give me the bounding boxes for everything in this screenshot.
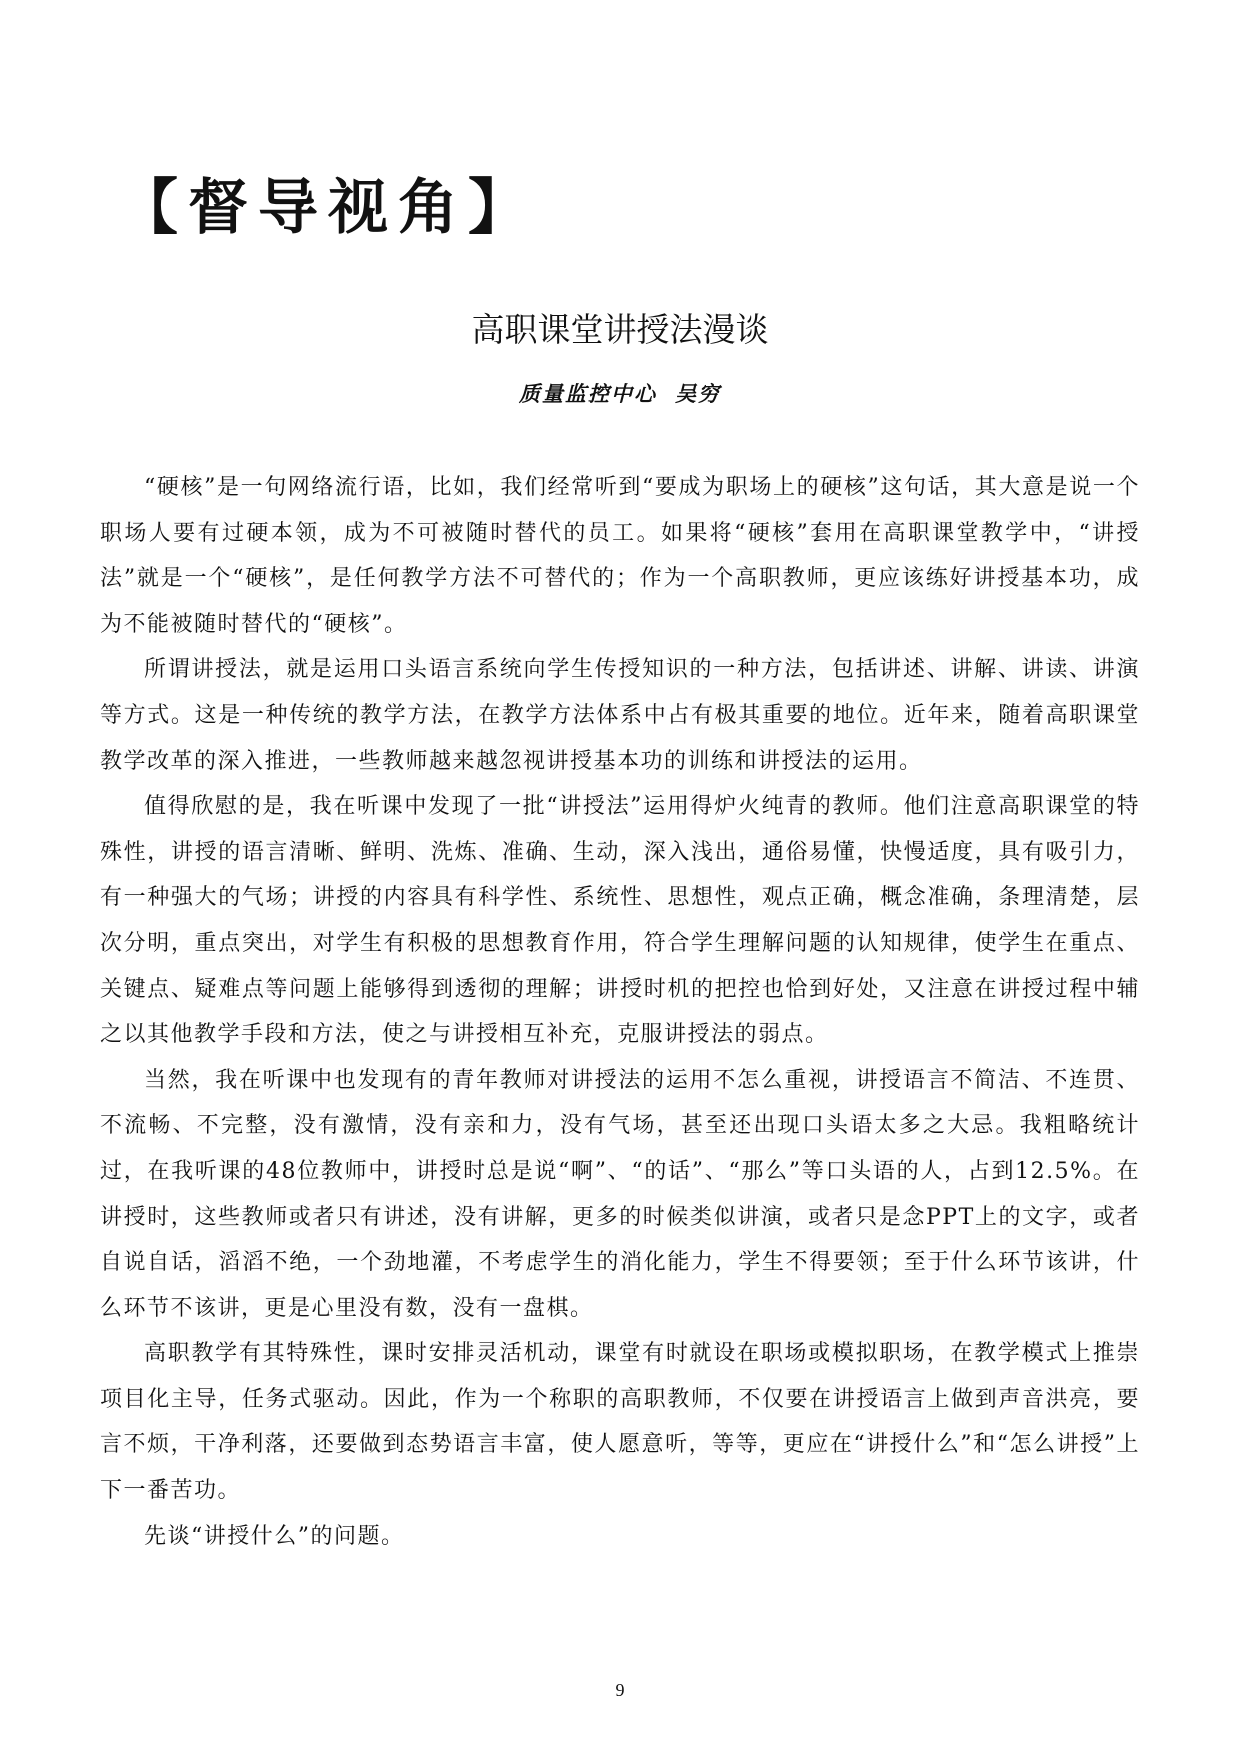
column-heading: 【督导视角】 [118, 173, 538, 243]
article-body [100, 465, 1140, 1559]
body-paragraph: 当然，我在听课中也发现有的青年教师对讲授法的运用不怎么重视，讲授语言不简洁、不连贯、不流畅、不完整，没有激情，没有亲和力，没有气场，甚至还出现口头语太多之大忌。我粗略统计过，在我听课的48位教师中，讲授时总是说“啊”、“的话”、“那么”等口头语的人，占到12.5%。在讲授时，这些教师或者只有讲述，没有讲解，更多的时候类似讲演，或者只是念PPT上的文字，或者自说自话，滔滔不绝，一个劲地灌，不考虑学生的消化能力，学生不得要领；至于什么环节该讲，什么环节不该讲，更是心里没有数，没有一盘棋。 [100, 1067, 1140, 1321]
page-number: 9 [615, 1680, 625, 1700]
body-paragraph: 值得欣慰的是，我在听课中发现了一批“讲授法”运用得炉火纯青的教师。他们注意高职课堂的特殊性，讲授的语言清晰、鲜明、洗炼、准确、生动，深入浅出，通俗易懂，快慢适度，具有吸引力，有一种强大的气场；讲授的内容具有科学性、系统性、思想性，观点正确，概念准确，条理清楚，层次分明，重点突出，对学生有积极的思想教育作用，符合学生理解问题的认知规律，使学生在重点、关键点、疑难点等问题上能够得到透彻的理解；讲授时机的把控也恰到好处，又注意在讲授过程中辅之以其他教学手段和方法，使之与讲授相互补充，克服讲授法的弱点。 [100, 794, 1140, 1048]
body-paragraph: “硬核”是一句网络流行语，比如，我们经常听到“要成为职场上的硬核”这句话，其大意是说一个职场人要有过硬本领，成为不可被随时替代的员工。如果将“硬核”套用在高职课堂教学中，“讲授法”就是一个“硬核”，是任何教学方法不可替代的；作为一个高职教师，更应该练好讲授基本功，成为不能被随时替代的“硬核”。 [100, 475, 1140, 637]
author-unit: 质量监控中心 [519, 381, 657, 406]
body-paragraph: 高职教学有其特殊性，课时安排灵活机动，课堂有时就设在职场或模拟职场，在教学模式上推崇项目化主导，任务式驱动。因此，作为一个称职的高职教师，不仅要在讲授语言上做到声音洪亮，要言不烦，干净利落，还要做到态势语言丰富，使人愿意听，等等，更应在“讲授什么”和“怎么讲授”上下一番苦功。 [100, 1341, 1140, 1504]
article-byline [0, 378, 1240, 408]
body-paragraph: 先谈“讲授什么”的问题。 [144, 1523, 405, 1549]
author-name: 吴穷 [675, 381, 721, 406]
body-paragraph: 所谓讲授法，就是运用口头语言系统向学生传授知识的一种方法，包括讲述、讲解、讲读、讲演等方式。这是一种传统的教学方法，在教学方法体系中占有极其重要的地位。近年来，随着高职课堂教学改革的深入推进，一些教师越来越忽视讲授基本功的训练和讲授法的运用。 [100, 657, 1140, 774]
article-title: 高职课堂讲授法漫谈 [471, 310, 769, 349]
